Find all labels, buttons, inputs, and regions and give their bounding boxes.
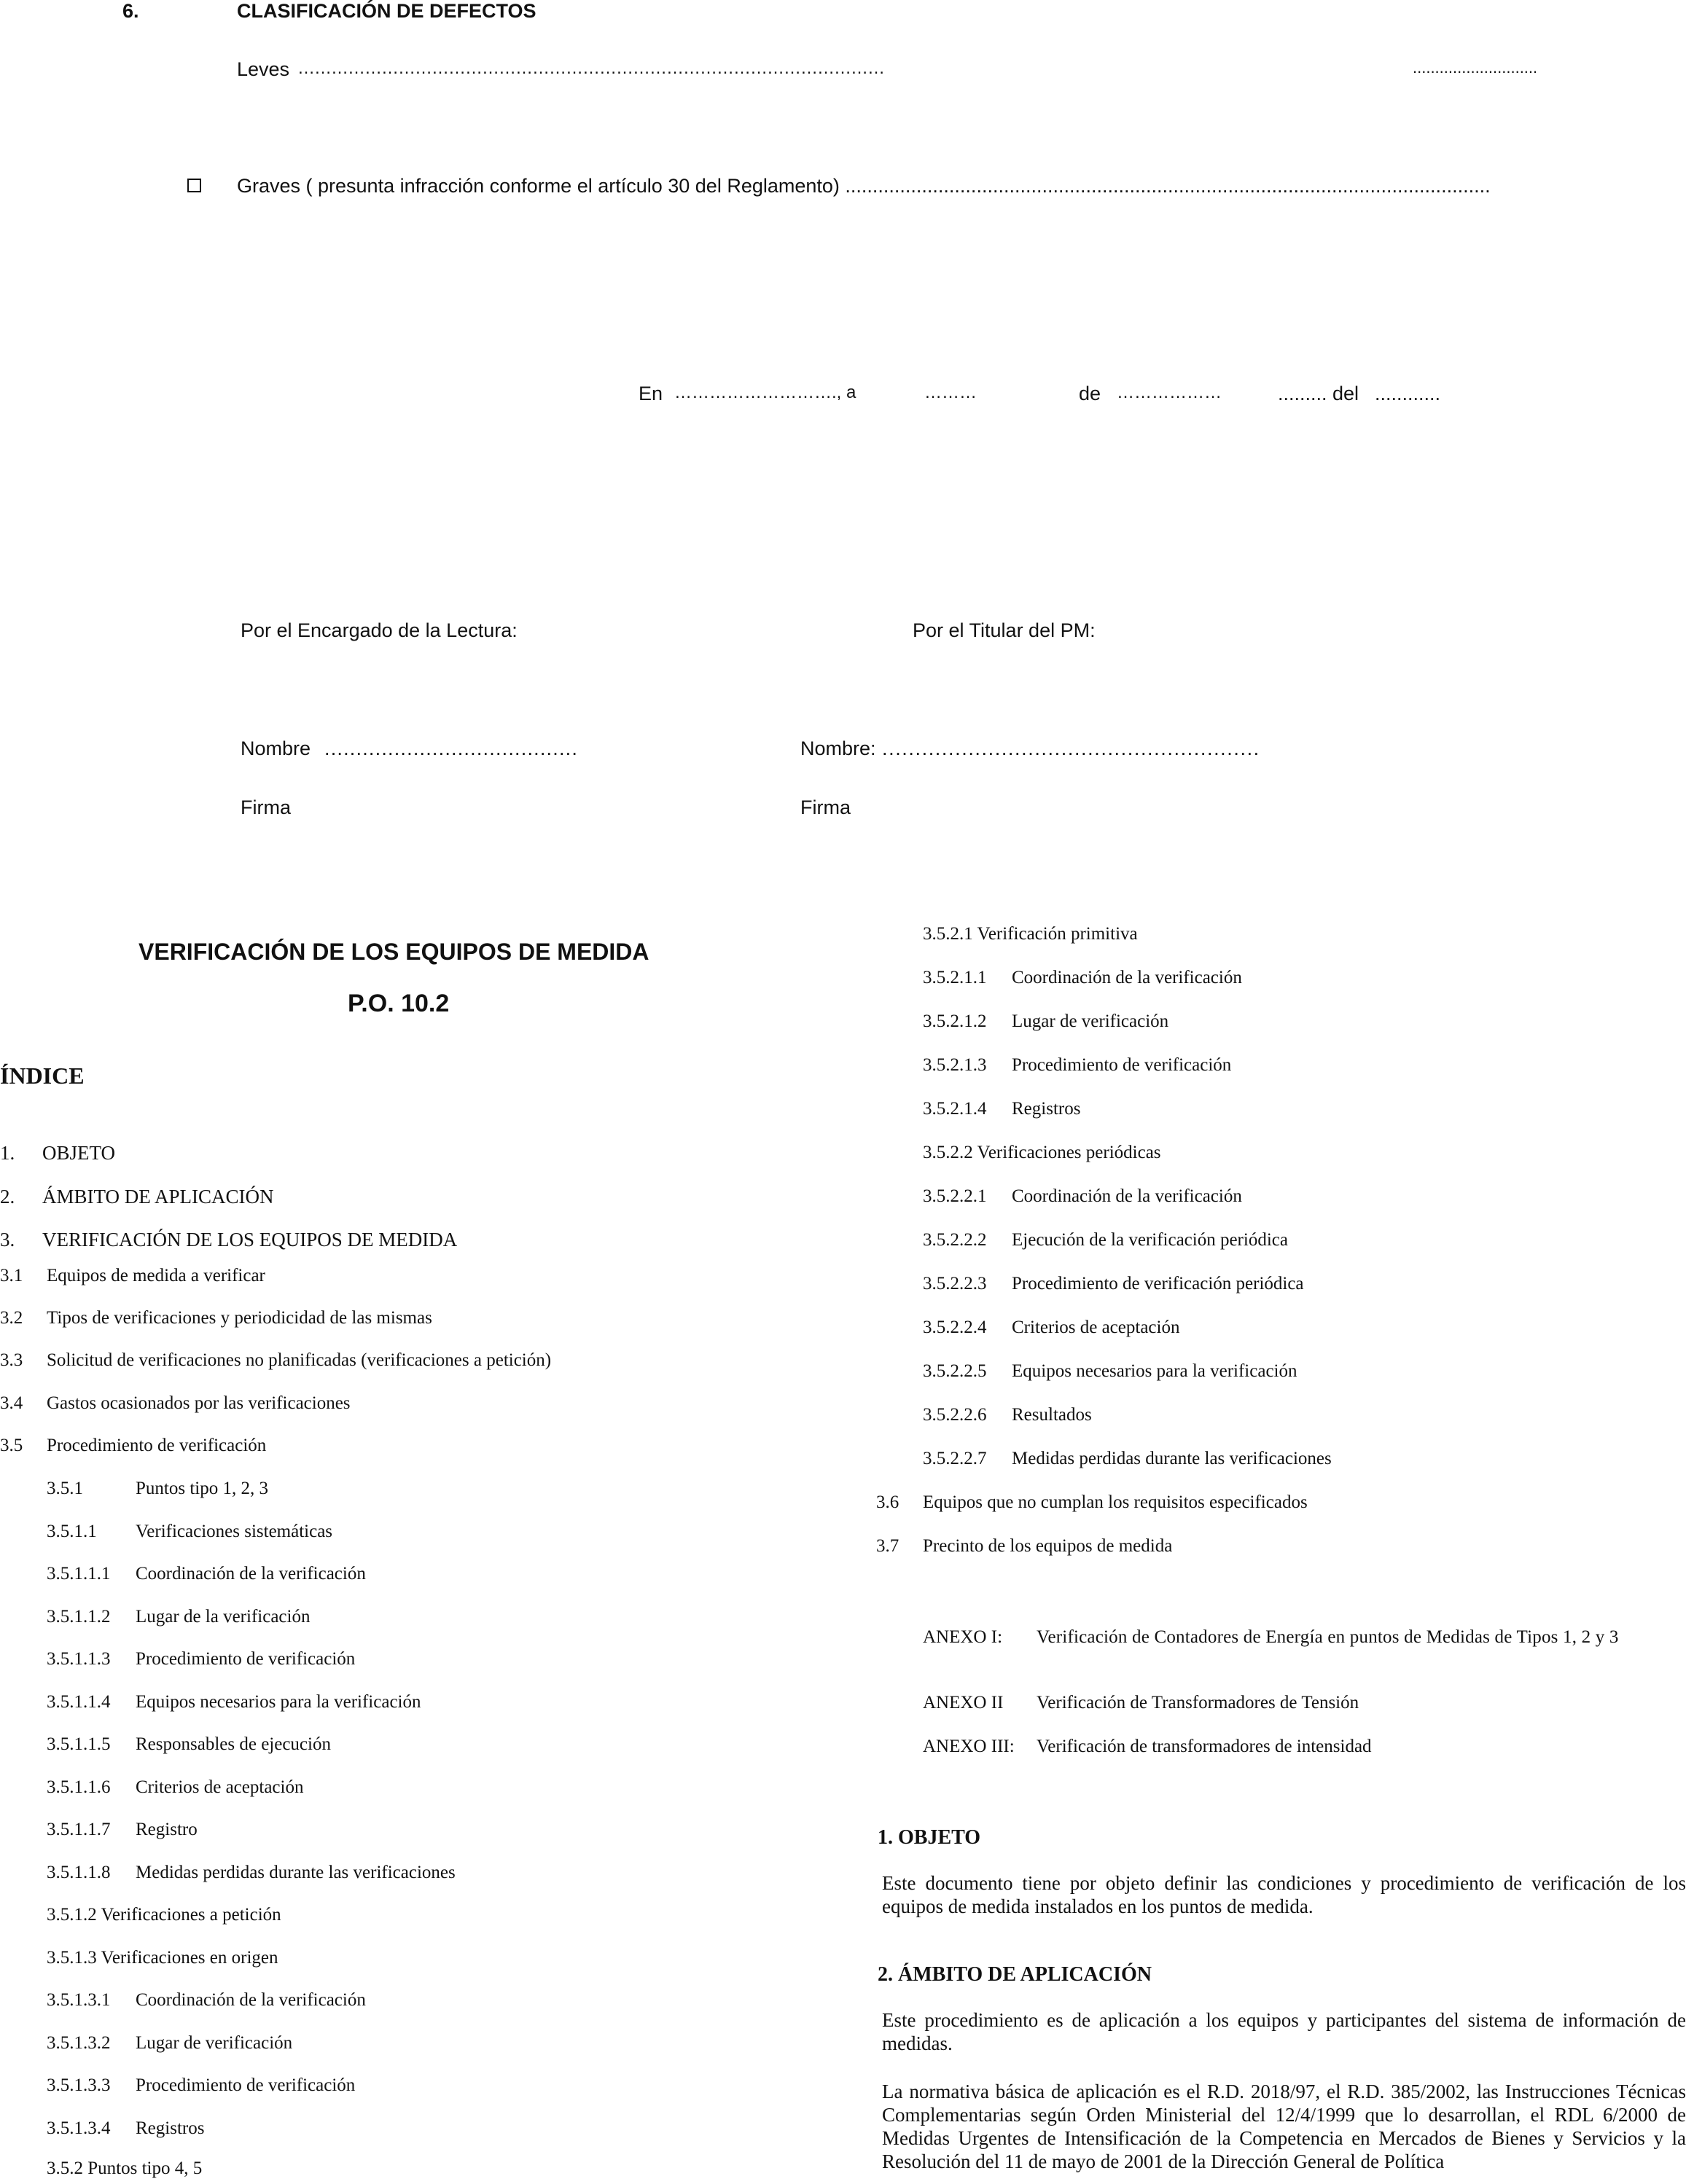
- ambito-paragraph-1: Este procedimiento es de aplicación a los equipos y participantes del sistema de información de medidas.: [882, 2009, 1686, 2054]
- annex-label: ANEXO I:: [923, 1627, 1003, 1647]
- index-entry-text: Responsables de ejecución: [136, 1734, 331, 1754]
- index-entry-number: 3.5.2.2.2: [923, 1230, 987, 1250]
- index-entry-number: 1.: [0, 1142, 15, 1164]
- index-entry-number: 2.: [0, 1186, 15, 1208]
- index-entry-number: 3.5.1.1.7: [47, 1820, 111, 1839]
- index-entry-text: Lugar de verificación: [1012, 1011, 1169, 1031]
- annex-label: ANEXO III:: [923, 1737, 1015, 1756]
- index-entry-number: 3.6: [876, 1492, 899, 1512]
- left-firma: Firma: [241, 797, 291, 818]
- index-entry-text: Coordinación de la verificación: [136, 1990, 366, 2010]
- index-entry-number: 3.5.2.1.1: [923, 968, 987, 987]
- right-signer-label: Por el Titular del PM:: [913, 619, 1096, 641]
- month-dots: ………………: [1117, 383, 1222, 402]
- index-entry-text: Gastos ocasionados por las verificaciones: [47, 1393, 351, 1413]
- objeto-heading: 1. OBJETO: [878, 1826, 981, 1849]
- leves-dots-right: ............................: [1413, 58, 1538, 77]
- right-firma: Firma: [800, 797, 851, 818]
- index-entry-number: 3.5.1.1: [47, 1522, 97, 1541]
- index-entry-number: 3.5.1.3.4: [47, 2118, 111, 2138]
- index-entry-text: 3.5.2.1 Verificación primitiva: [923, 924, 1138, 944]
- index-entry-number: 3.5.2.2.6: [923, 1405, 987, 1425]
- index-entry-text: Medidas perdidas durante las verificaciones: [136, 1863, 456, 1882]
- index-entry-text: Resultados: [1012, 1405, 1092, 1425]
- annex-text: Verificación de transformadores de intensidad: [1037, 1737, 1372, 1756]
- index-entry-text: ÁMBITO DE APLICACIÓN: [42, 1186, 274, 1208]
- index-entry-text: OBJETO: [42, 1142, 116, 1164]
- leves-dots: ……………………………………………………………………………………………: [297, 58, 884, 78]
- index-entry-number: 3.5.1.3.1: [47, 1990, 111, 2010]
- right-name-dots: .........................................................: [882, 737, 1260, 759]
- index-entry-number: 3.4: [0, 1393, 23, 1413]
- index-entry-number: 3.3: [0, 1350, 23, 1370]
- index-entry-text: Coordinación de la verificación: [136, 1564, 366, 1584]
- index-entry-number: 3.5.1.3.2: [47, 2033, 111, 2053]
- index-entry-text: Criterios de aceptación: [136, 1777, 304, 1797]
- index-entry-number: 3.5.1.1.2: [47, 1607, 111, 1627]
- index-entry-text: 3.5.1.3 Verificaciones en origen: [47, 1948, 278, 1968]
- index-entry-text: Registros: [1012, 1099, 1081, 1119]
- index-entry-text: Procedimiento de verificación: [136, 2075, 356, 2095]
- index-entry-text: Equipos necesarios para la verificación: [1012, 1361, 1297, 1381]
- index-entry-number: 3.5: [0, 1436, 23, 1455]
- index-entry-number: 3.5.1: [47, 1479, 83, 1498]
- index-entry-number: 3.7: [876, 1536, 899, 1556]
- index-entry-number: 3.2: [0, 1308, 23, 1328]
- index-entry-text: Equipos necesarios para la verificación: [136, 1692, 421, 1712]
- graves-checkbox[interactable]: [187, 179, 201, 192]
- index-entry-text: Procedimiento de verificación: [47, 1436, 267, 1455]
- index-entry-number: 3.5.2.1.3: [923, 1055, 987, 1075]
- index-entry-text: Puntos tipo 1, 2, 3: [136, 1479, 268, 1498]
- index-entry-text: Precinto de los equipos de medida: [923, 1536, 1173, 1556]
- graves-text: Graves ( presunta infracción conforme el artículo 30 del Reglamento) ......................................................................................................................: [237, 175, 1491, 197]
- index-entry-text: Lugar de la verificación: [136, 1607, 311, 1627]
- index-entry-number: 3.1: [0, 1266, 23, 1285]
- index-entry-number: 3.5.1.1.3: [47, 1649, 111, 1669]
- index-entry-text: Coordinación de la verificación: [1012, 968, 1242, 987]
- index-entry-text: 3.5.2 Puntos tipo 4, 5: [47, 2158, 203, 2178]
- document-title: VERIFICACIÓN DE LOS EQUIPOS DE MEDIDA: [138, 939, 649, 965]
- section-number: 6.: [122, 0, 139, 22]
- index-entry-text: Registro: [136, 1820, 198, 1839]
- left-name-dots: ........................................: [324, 737, 579, 759]
- index-entry-number: 3.5.1.1.8: [47, 1863, 111, 1882]
- index-entry-number: 3.5.2.2.3: [923, 1274, 987, 1293]
- day-dots: ………: [924, 383, 977, 402]
- annex-text: Verificación de Transformadores de Tensión: [1037, 1693, 1359, 1713]
- document-code: P.O. 10.2: [348, 990, 450, 1017]
- index-entry-number: 3.5.2.2.1: [923, 1186, 987, 1206]
- index-entry-number: 3.5.1.1.1: [47, 1564, 111, 1584]
- index-entry-number: 3.5.2.2.7: [923, 1449, 987, 1468]
- index-entry-number: 3.5.2.1.4: [923, 1099, 987, 1119]
- year-dots: ............: [1375, 383, 1441, 404]
- index-entry-text: VERIFICACIÓN DE LOS EQUIPOS DE MEDIDA: [42, 1229, 458, 1250]
- index-entry-text: Lugar de verificación: [136, 2033, 293, 2053]
- index-entry-text: Registros: [136, 2118, 205, 2138]
- left-signer-label: Por el Encargado de la Lectura:: [241, 619, 518, 641]
- index-entry-text: Procedimiento de verificación: [136, 1649, 356, 1669]
- left-name-label: Nombre: [241, 737, 311, 759]
- index-entry-text: Procedimiento de verificación: [1012, 1055, 1232, 1075]
- index-entry-number: 3.: [0, 1229, 15, 1250]
- place-dots: ………………………., a: [674, 383, 856, 402]
- index-entry-text: 3.5.2.2 Verificaciones periódicas: [923, 1143, 1161, 1162]
- index-entry-text: Procedimiento de verificación periódica: [1012, 1274, 1304, 1293]
- annex-text: Verificación de Contadores de Energía en puntos de Medidas de Tipos 1, 2 y 3: [1037, 1627, 1619, 1647]
- index-entry-number: 3.5.2.2.5: [923, 1361, 987, 1381]
- index-entry-text: Medidas perdidas durante las verificaciones: [1012, 1449, 1332, 1468]
- right-name-label: Nombre:: [800, 737, 876, 759]
- leves-label: Leves: [237, 58, 290, 80]
- ambito-heading: 2. ÁMBITO DE APLICACIÓN: [878, 1963, 1152, 1986]
- index-entry-text: Verificaciones sistemáticas: [136, 1522, 333, 1541]
- index-heading: ÍNDICE: [0, 1062, 85, 1089]
- index-entry-number: 3.5.1.3.3: [47, 2075, 111, 2095]
- de-label: de: [1079, 383, 1101, 404]
- index-entry-text: Solicitud de verificaciones no planificadas (verificaciones a petición): [47, 1350, 552, 1370]
- objeto-paragraph: Este documento tiene por objeto definir las condiciones y procedimiento de verificación de los equipos de medida instalados en los puntos de medida.: [882, 1872, 1686, 1917]
- index-entry-text: Equipos de medida a verificar: [47, 1266, 265, 1285]
- index-entry-text: Tipos de verificaciones y periodicidad de las mismas: [47, 1308, 432, 1328]
- index-entry-text: Criterios de aceptación: [1012, 1318, 1180, 1337]
- index-entry-number: 3.5.1.1.5: [47, 1734, 111, 1754]
- section-title: CLASIFICACIÓN DE DEFECTOS: [237, 0, 536, 22]
- index-entry-number: 3.5.1.1.6: [47, 1777, 111, 1797]
- index-entry-number: 3.5.2.1.2: [923, 1011, 987, 1031]
- ambito-paragraph-2: La normativa básica de aplicación es el R.D. 2018/97, el R.D. 385/2002, las Instrucciones Técnicas Complementarias según Orden Ministerial del 12/4/1999 que lo desarrollan, el RDL 6/2000 de Medidas Urgentes de Intensificación de la Competencia en Mercados de Bienes y Servicios y la Resolución del 11 de mayo de 2001 de la Dirección General de Política: [882, 2081, 1686, 2172]
- annex-label: ANEXO II: [923, 1693, 1004, 1713]
- index-entry-number: 3.5.1.1.4: [47, 1692, 111, 1712]
- index-entry-text: Equipos que no cumplan los requisitos especificados: [923, 1492, 1308, 1512]
- en-label: En: [639, 383, 663, 404]
- index-entry-text: 3.5.1.2 Verificaciones a petición: [47, 1905, 281, 1925]
- index-entry-text: Ejecución de la verificación periódica: [1012, 1230, 1288, 1250]
- year-prefix: ......... del: [1278, 383, 1359, 404]
- index-entry-text: Coordinación de la verificación: [1012, 1186, 1242, 1206]
- index-entry-number: 3.5.2.2.4: [923, 1318, 987, 1337]
